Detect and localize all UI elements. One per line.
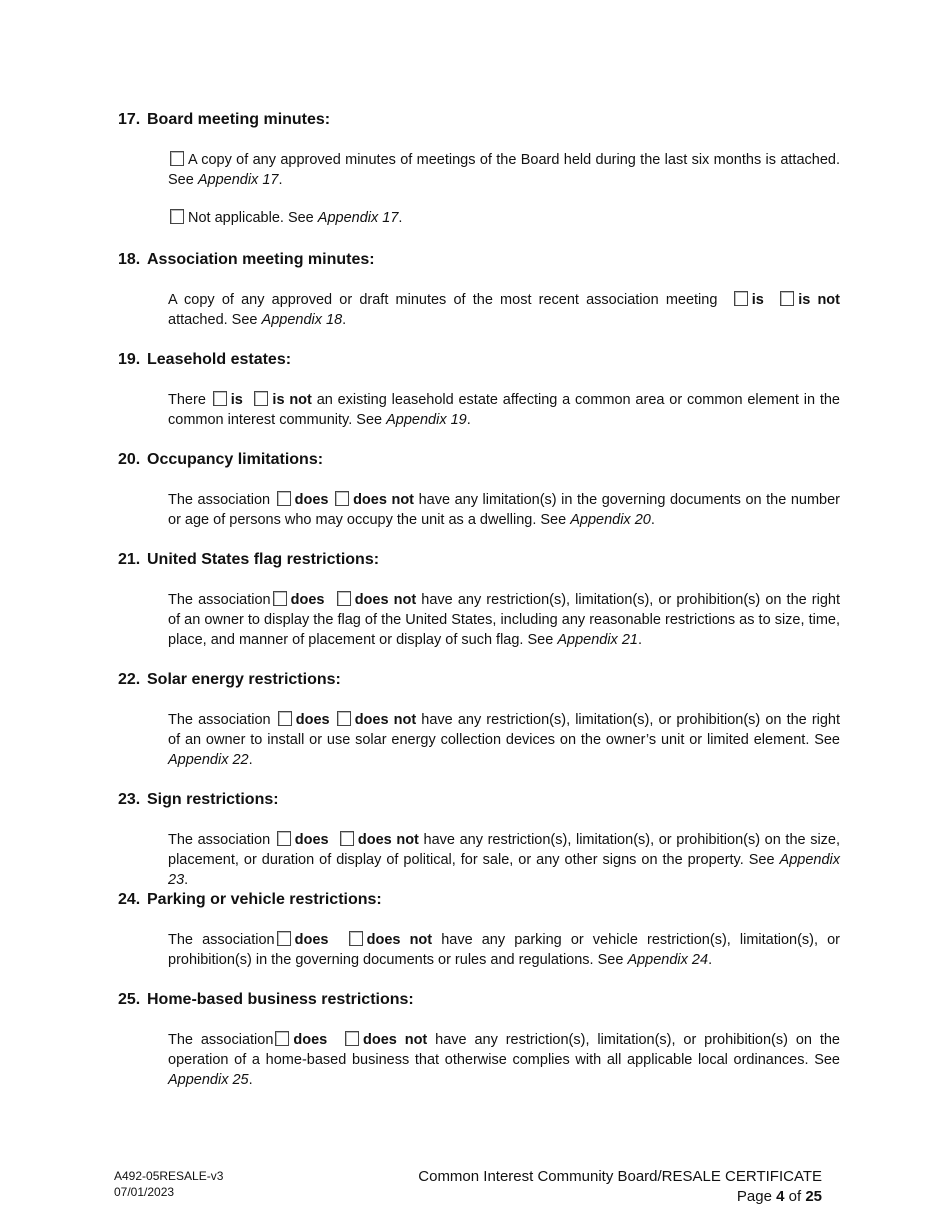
section-heading [118,790,840,810]
checkbox-does-not[interactable] [345,1031,359,1046]
option-label: does [295,712,330,728]
section-title: Sign restrictions: [147,791,279,808]
section-23 [118,790,840,890]
body-text: have any limitation(s) in the governing documents on the number or age of persons who may occupy the unit as a dwelling. See [168,492,841,528]
section-body: A copy of any approved or draft minutes of the most recent association meeting is is not attached. See Appendix 18. [168,292,840,328]
checkbox-does-not[interactable] [335,491,349,506]
section-body: The association does does not have any restriction(s), limitation(s), or prohibition(s) on the size, placement, or duration of display of political, for sale, or any other signs on the property. See Appendix 23. [168,832,841,888]
section-number: 19. [118,351,141,368]
section-title: Occupancy limitations: [147,451,324,468]
checkbox-does-not[interactable] [337,591,351,606]
option-label: does [294,492,329,508]
section-body: There is is not an existing leasehold estate affecting a common area or common element in the common interest community. See Appendix 19. [168,392,841,428]
section-heading [118,550,840,570]
document-title: Common Interest Community Board/RESALE CERTIFICATE [418,1168,822,1185]
section-heading [118,250,840,270]
page-number: Page 4 of 25 [736,1188,822,1205]
section-number: 25. [118,991,141,1008]
section-24 [118,890,840,970]
section-number: 18. [118,251,141,268]
option-label: does not [354,712,417,728]
section-title: Association meeting minutes: [147,251,375,268]
option-label: does not [357,832,419,848]
footer-form-info [114,1168,223,1200]
form-id: A492-05RESALE-v3 [114,1169,224,1183]
section-25 [118,990,840,1090]
appendix-ref: Appendix 20 [570,512,651,528]
body-text: have any restriction(s), limitation(s), or prohibition(s) on the right of an owner to display the flag of the United States, including any reasonable restrictions as to size, time, place, and manner of placement or display of such flag. See [168,592,841,648]
appendix-ref: Appendix 17 [197,172,279,188]
checkbox-does-not[interactable] [349,931,363,946]
option-label: does [294,832,329,848]
section-title: Solar energy restrictions: [147,671,341,688]
checkbox-is[interactable] [734,291,748,306]
appendix-ref: Appendix 22 [168,752,249,768]
body-text: The association [168,932,275,948]
section-heading [118,350,840,370]
checkbox-does[interactable] [278,711,292,726]
body-text: have any parking or vehicle restriction(s), limitation(s), or prohibition(s) in the governing documents or rules and regulations. See [168,932,841,968]
appendix-ref: Appendix 25 [168,1072,249,1088]
section-21 [118,550,840,650]
checkbox-does[interactable] [277,831,291,846]
appendix-ref: Appendix 19 [386,412,467,428]
section-title: Home-based business restrictions: [147,991,414,1008]
option-label: does [293,1032,328,1048]
option-label: is [230,392,243,408]
option-label: does not [366,932,433,948]
option-label: is not [798,292,840,308]
appendix-ref: Appendix 24 [627,952,709,968]
footer-doc-info [418,1167,822,1207]
body-text: The association [168,1032,274,1048]
option-label: is not [272,392,312,408]
section-body: A copy of any approved minutes of meetings of the Board held during the last six months is attached. See Appendix 17. Not applicable. See Appendix 17. [168,152,840,226]
section-number: 22. [118,671,141,688]
checkbox-does[interactable] [275,1031,289,1046]
checkbox-does-not[interactable] [340,831,354,846]
body-text: attached. See [168,312,258,328]
section-number: 23. [118,791,141,808]
body-text: have any restriction(s), limitation(s), or prohibition(s) on the right of an owner to install or use solar energy collection devices on the owner’s unit or limited element. See [168,712,841,748]
section-heading [118,450,840,470]
section-heading [118,890,840,910]
checkbox-does-not[interactable] [337,711,351,726]
body-text: have any restriction(s), limitation(s), or prohibition(s) on the operation of a home-based business that otherwise complies with all applicable local ordinances. See [168,1032,840,1068]
section-heading [118,110,840,130]
section-title: Parking or vehicle restrictions: [147,891,382,908]
page-current: 4 [776,1188,785,1205]
checkbox-is[interactable] [213,391,227,406]
form-date: 07/01/2023 [114,1185,175,1199]
section-number: 24. [118,891,141,908]
body-text: There [168,392,206,408]
body-text: The association [168,592,271,608]
body-text: The association [168,492,271,508]
option-text: A copy of any approved minutes of meetings of the Board held during the last six months is attached. See [168,152,840,188]
body-text: The association [168,832,271,848]
option-label: is [751,292,764,308]
body-text: The association [168,712,271,728]
section-17 [118,110,840,228]
section-number: 21. [118,551,141,568]
section-22 [118,670,840,770]
option-label: does not [363,1032,428,1048]
body-text: an existing leasehold estate affecting a common area or common element in the common interest community. See [168,392,841,428]
checkbox-not-applicable[interactable] [170,209,184,224]
section-heading [118,670,840,690]
checkbox-does[interactable] [277,491,291,506]
section-20 [118,450,840,530]
checkbox-is-not[interactable] [254,391,268,406]
section-body: The association does does not have any limitation(s) in the governing documents on the number or age of persons who may occupy the unit as a dwelling. See Appendix 20. [168,492,841,528]
appendix-ref: Appendix 18 [261,312,343,328]
checkbox-minutes-attached[interactable] [170,151,184,166]
option-label: does not [354,592,417,608]
section-body: The association does does not have any restriction(s), limitation(s), or prohibition(s) on the operation of a home-based business that otherwise complies with all applicable local ordinances. See Appendix 25. [168,1032,840,1088]
appendix-ref: Appendix 17 [317,210,399,226]
section-body: The association does does not have any parking or vehicle restriction(s), limitation(s), or prohibition(s) in the governing documents or rules and regulations. See Appendix 24. [168,932,841,968]
section-title: United States flag restrictions: [147,551,380,568]
option-label: does [290,592,325,608]
option-text: Not applicable. See [188,210,314,226]
appendix-ref: Appendix 21 [557,632,638,648]
body-text: A copy of any approved or draft minutes of the most recent association meeting [168,292,718,308]
section-title: Leasehold estates: [147,351,292,368]
section-body: The association does does not have any restriction(s), limitation(s), or prohibition(s) on the right of an owner to install or use solar energy collection devices on the owner’s unit or limited element. See Appendix 22. [168,712,841,768]
option-label: does not [353,492,415,508]
appendix-ref: Appendix 23 [168,852,840,888]
body-text: have any restriction(s), limitation(s), or prohibition(s) on the size, placement, or duration of display of political, for sale, or any other signs on the property. See [168,832,841,868]
option-label: does [294,932,329,948]
section-number: 17. [118,111,141,128]
checkbox-does[interactable] [277,931,291,946]
section-18 [118,250,840,330]
section-19 [118,350,840,430]
section-title: Board meeting minutes: [147,111,331,128]
section-body: The association does does not have any restriction(s), limitation(s), or prohibition(s) on the right of an owner to display the flag of the United States, including any reasonable restrictions as to size, time, place, and manner of placement or display of such flag. See Appendix 21. [168,592,841,648]
section-number: 20. [118,451,141,468]
section-heading [118,990,840,1010]
page-total: 25 [805,1188,822,1205]
checkbox-is-not[interactable] [780,291,794,306]
checkbox-does[interactable] [273,591,287,606]
